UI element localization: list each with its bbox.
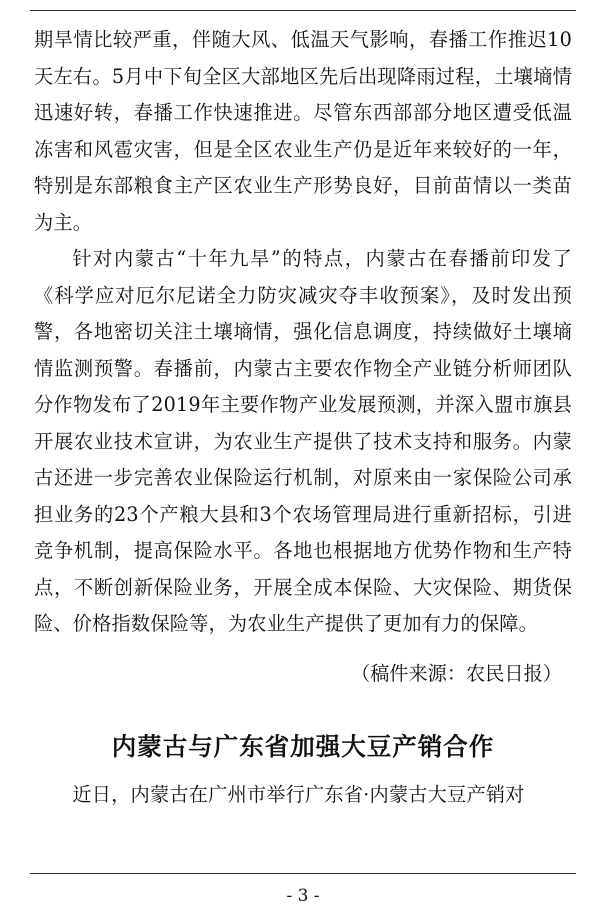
page-number: - 3 - bbox=[286, 886, 320, 906]
paragraph-3: 近日，内蒙古在广州市举行广东省·内蒙古大豆产销对 bbox=[72, 782, 525, 806]
section-title: 内蒙古与广东省加强大豆产销合作 bbox=[111, 731, 495, 761]
paragraph-1: 期旱情比较严重，伴随大风、低温天气影响，春播工作推迟10天左右。5月中下旬全区大部地区先后出现降雨过程，土壤墒情迅速好转，春播工作快速推进。尽管东西部部分地区遭受低温冻害和风雹灾害，但是全区农业生产仍是近年来较好的一年，特别是东部粮食主产区农业生产形势良好，目前苗情以一类苗为主。 bbox=[34, 28, 572, 234]
paragraph-2: 针对内蒙古“十年九旱”的特点，内蒙古在春播前印发了《科学应对厄尔尼诺全力防灾减灾夺丰收预案》，及时发出预警，各地密切关注土壤墒情，强化信息调度，持续做好土壤墒情监测预警。春播前，内蒙古主要农作物全产业链分析师团队分作物发布了2019年主要作物产业发展预测，并深入盟市旗县开展农业技术宣讲，为农业生产提供了技术支持和服务。内蒙古还进一步完善农业保险运行机制，对原来由一家保险公司承担业务的23个产粮大县和3个农场管理局进行重新招标，引进竞争机制，提高保险水平。各地也根据地方优势作物和生产特点，不断创新保险业务，开展全成本保险、大灾保险、期货保险、价格指数保险等，为农业生产提供了更加有力的保障。 bbox=[34, 247, 572, 635]
footer-rule bbox=[30, 873, 576, 874]
document-body bbox=[34, 22, 572, 813]
header-rule bbox=[30, 10, 576, 11]
source-note: （稿件来源：农民日报） bbox=[350, 661, 562, 685]
